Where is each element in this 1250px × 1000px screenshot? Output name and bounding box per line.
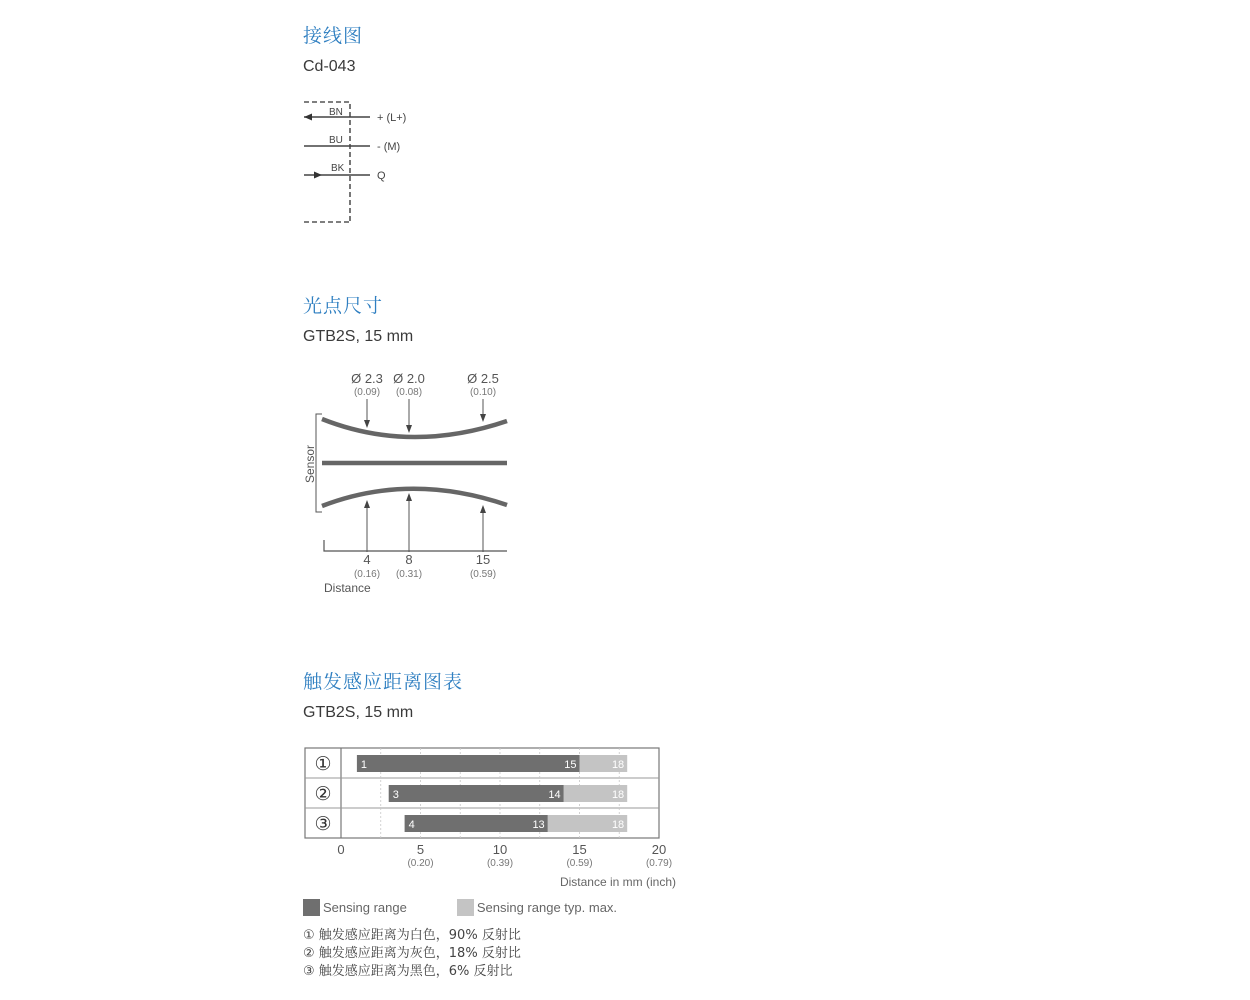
chart-tick-label: 0 [337,842,345,857]
chart-tick-label: 5 [416,842,425,857]
spot-diameter-2-inch: (0.08) [395,387,423,398]
bar-sensing-range [357,755,580,772]
spot-bottom-arrows [367,500,483,552]
legend-sensing [303,899,407,916]
legend-sensing-label: Sensing range [323,900,407,915]
chart-category-label: ① [314,754,332,775]
note-2: ② 触发感应距离为灰色，18% 反射比 [303,946,521,961]
spot-diameter-3-inch: (0.10) [469,387,497,398]
chart-x-axis-label: Distance in mm (inch) [559,875,676,889]
bar-sensing-range [405,815,548,832]
wire-bn-signal: + (L+) [377,112,407,124]
chart-bars [357,755,627,832]
wire-bu-signal: - (M) [377,141,401,153]
bar-end-label: 15 [564,759,577,771]
wire-bk-signal: Q [377,170,386,182]
legend-sensing-swatch [303,899,320,916]
chart-legend [303,899,617,916]
bar-max-label: 18 [611,789,625,801]
wiring-title: 接线图 [303,25,364,47]
chart-tick-sublabel: (0.20) [407,858,434,869]
chart-ticks [337,842,672,869]
bar-start-label: 3 [392,789,399,801]
distance-axis [324,540,507,551]
wire-bn-arrow [304,114,312,121]
note-1: ① 触发感应距离为白色，90% 反射比 [303,928,521,943]
bar-start-label: 1 [360,759,368,771]
wire-bk-arrow [314,172,322,179]
chart-row-labels [314,754,331,835]
wiring-code: Cd-043 [303,58,356,75]
chart-tick-sublabel: (0.59) [566,858,593,869]
distance-3: 15 [475,552,491,567]
chart-tick-sublabel: (0.39) [486,858,514,869]
distance-label: Distance [324,581,371,595]
bar-end-label: 13 [532,819,545,831]
distance-1-inch: (0.16) [353,569,381,580]
spot-title: 光点尺寸 [303,295,384,317]
range-title: 触发感应距离图表 [303,671,464,693]
range-chart [300,740,690,895]
bar-end-label: 14 [548,789,561,801]
chart-category-label: ③ [314,814,332,835]
spot-diagram [300,366,530,602]
spot-diameter-3: Ø 2.5 [467,371,499,386]
bar-sensing-range [389,785,564,802]
spot-diameter-1: Ø 2.3 [351,371,383,386]
beam-upper-edge [322,419,507,437]
wire-bn-label: BN [329,107,343,118]
spot-diameter-2: Ø 2.0 [393,371,425,386]
bar-max-label: 18 [611,819,625,831]
distance-2-inch: (0.31) [395,569,423,580]
spot-subtitle: GTB2S, 15 mm [303,328,414,345]
range-subtitle: GTB2S, 15 mm [303,704,414,721]
beam-lower-edge [322,489,507,506]
bar-max-label: 18 [611,759,625,771]
chart-tick-label: 15 [572,842,587,857]
distance-3-inch: (0.59) [469,569,497,580]
note-3: ③ 触发感应距离为黑色，6% 反射比 [303,964,513,979]
chart-tick-sublabel: (0.79) [645,858,673,869]
legend-max [457,899,617,916]
wire-bu-label: BU [329,135,343,146]
legend-max-swatch [457,899,474,916]
wire-bk-label: BK [331,163,345,174]
distance-2: 8 [405,552,413,567]
chart-tick-label: 10 [492,842,508,857]
spot-top-arrows [367,399,483,428]
bar-start-label: 4 [408,819,415,831]
wiring-diagram [296,96,436,231]
spot-diameter-1-inch: (0.09) [353,387,381,398]
legend-max-label: Sensing range typ. max. [476,900,618,915]
distance-1: 4 [363,552,371,567]
chart-category-label: ② [314,784,332,805]
sensor-label: Sensor [303,444,317,484]
chart-tick-label: 20 [651,842,667,857]
